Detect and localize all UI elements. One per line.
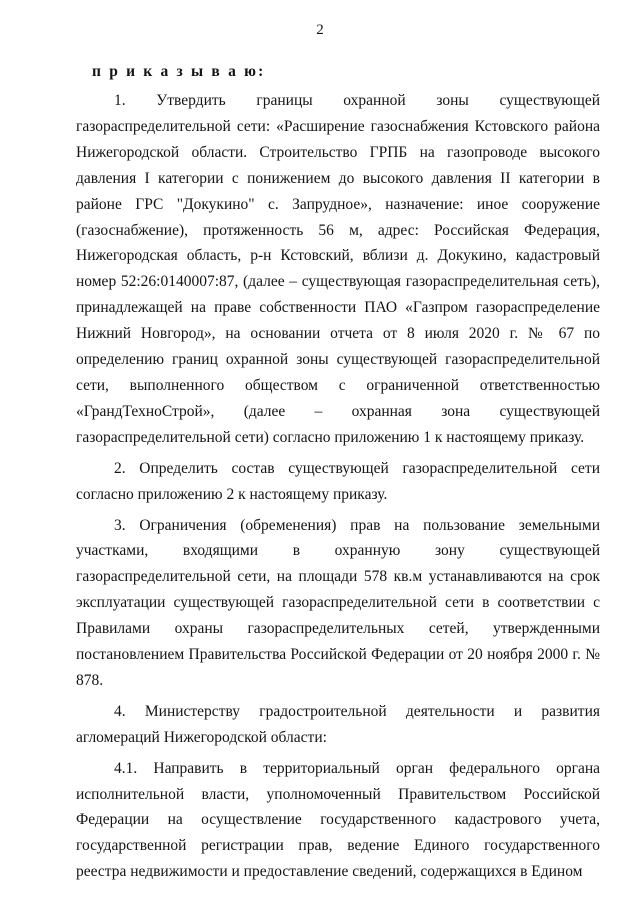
- page-number: 2: [316, 22, 324, 38]
- paragraph-4: 4. Министерству градостроительной деятельности и развития агломераций Нижегородской области:: [76, 702, 600, 746]
- paragraph-2: 2. Определить состав существующей газораспределительной сети согласно приложению 2 к настоящему приказу.: [76, 459, 600, 503]
- paragraph-3: 3. Ограничения (обременения) прав на пользование земельными участками, входящими в охранную зону существующей газораспределительной сети, на площади 578 кв.м устанавливаются на срок эксплуатации существующей газораспределительной сети в соответствии с Правилами охраны газораспределительных сетей, утвержденными постановлением Правительства Российской Федерации от 20 ноября 2000 г. № 878.: [76, 516, 600, 689]
- paragraph-1: 1. Утвердить границы охранной зоны существующей газораспределительной сети: «Расширение газоснабжения Кстовского района Нижегородской области. Строительство ГРПБ на газопроводе высокого давления I категории с понижением до высокого давления II категории в районе ГРС "Докукино" с. Запрудное», назначение: иное сооружение (газоснабжение), протяженность 56 м, адрес: Российская Федерация, Нижегородская область, р-н Кстовский, вблизи д. Докукино, кадастровый номер 52:26:0140007:87, (далее – существующая газораспределительная сеть), принадлежащей на праве собственности ПАО «Газпром газораспределение Нижний Новгород», на основании отчета от 8 июля 2020 г. № 67 по определению границ охранной зоны существующей газораспределительной сети, выполненного обществом с ограниченной ответственностью «ГрандТехноСтрой», (далее – охранная зона существующей газораспределительной сети) согласно приложению 1 к настоящему приказу.: [76, 92, 600, 446]
- paragraph-4-1: 4.1. Направить в территориальный орган федерального органа исполнительной власти, уполномоченный Правительством Российской Федерации на осуществление государственного кадастрового учета, государственной регистрации прав, ведение Единого государственного реестра недвижимости и предоставление сведений, содержащихся в Едином: [76, 759, 600, 881]
- document-body: [76, 60, 600, 890]
- decree-heading: п р и к а з ы в а ю:: [92, 63, 266, 80]
